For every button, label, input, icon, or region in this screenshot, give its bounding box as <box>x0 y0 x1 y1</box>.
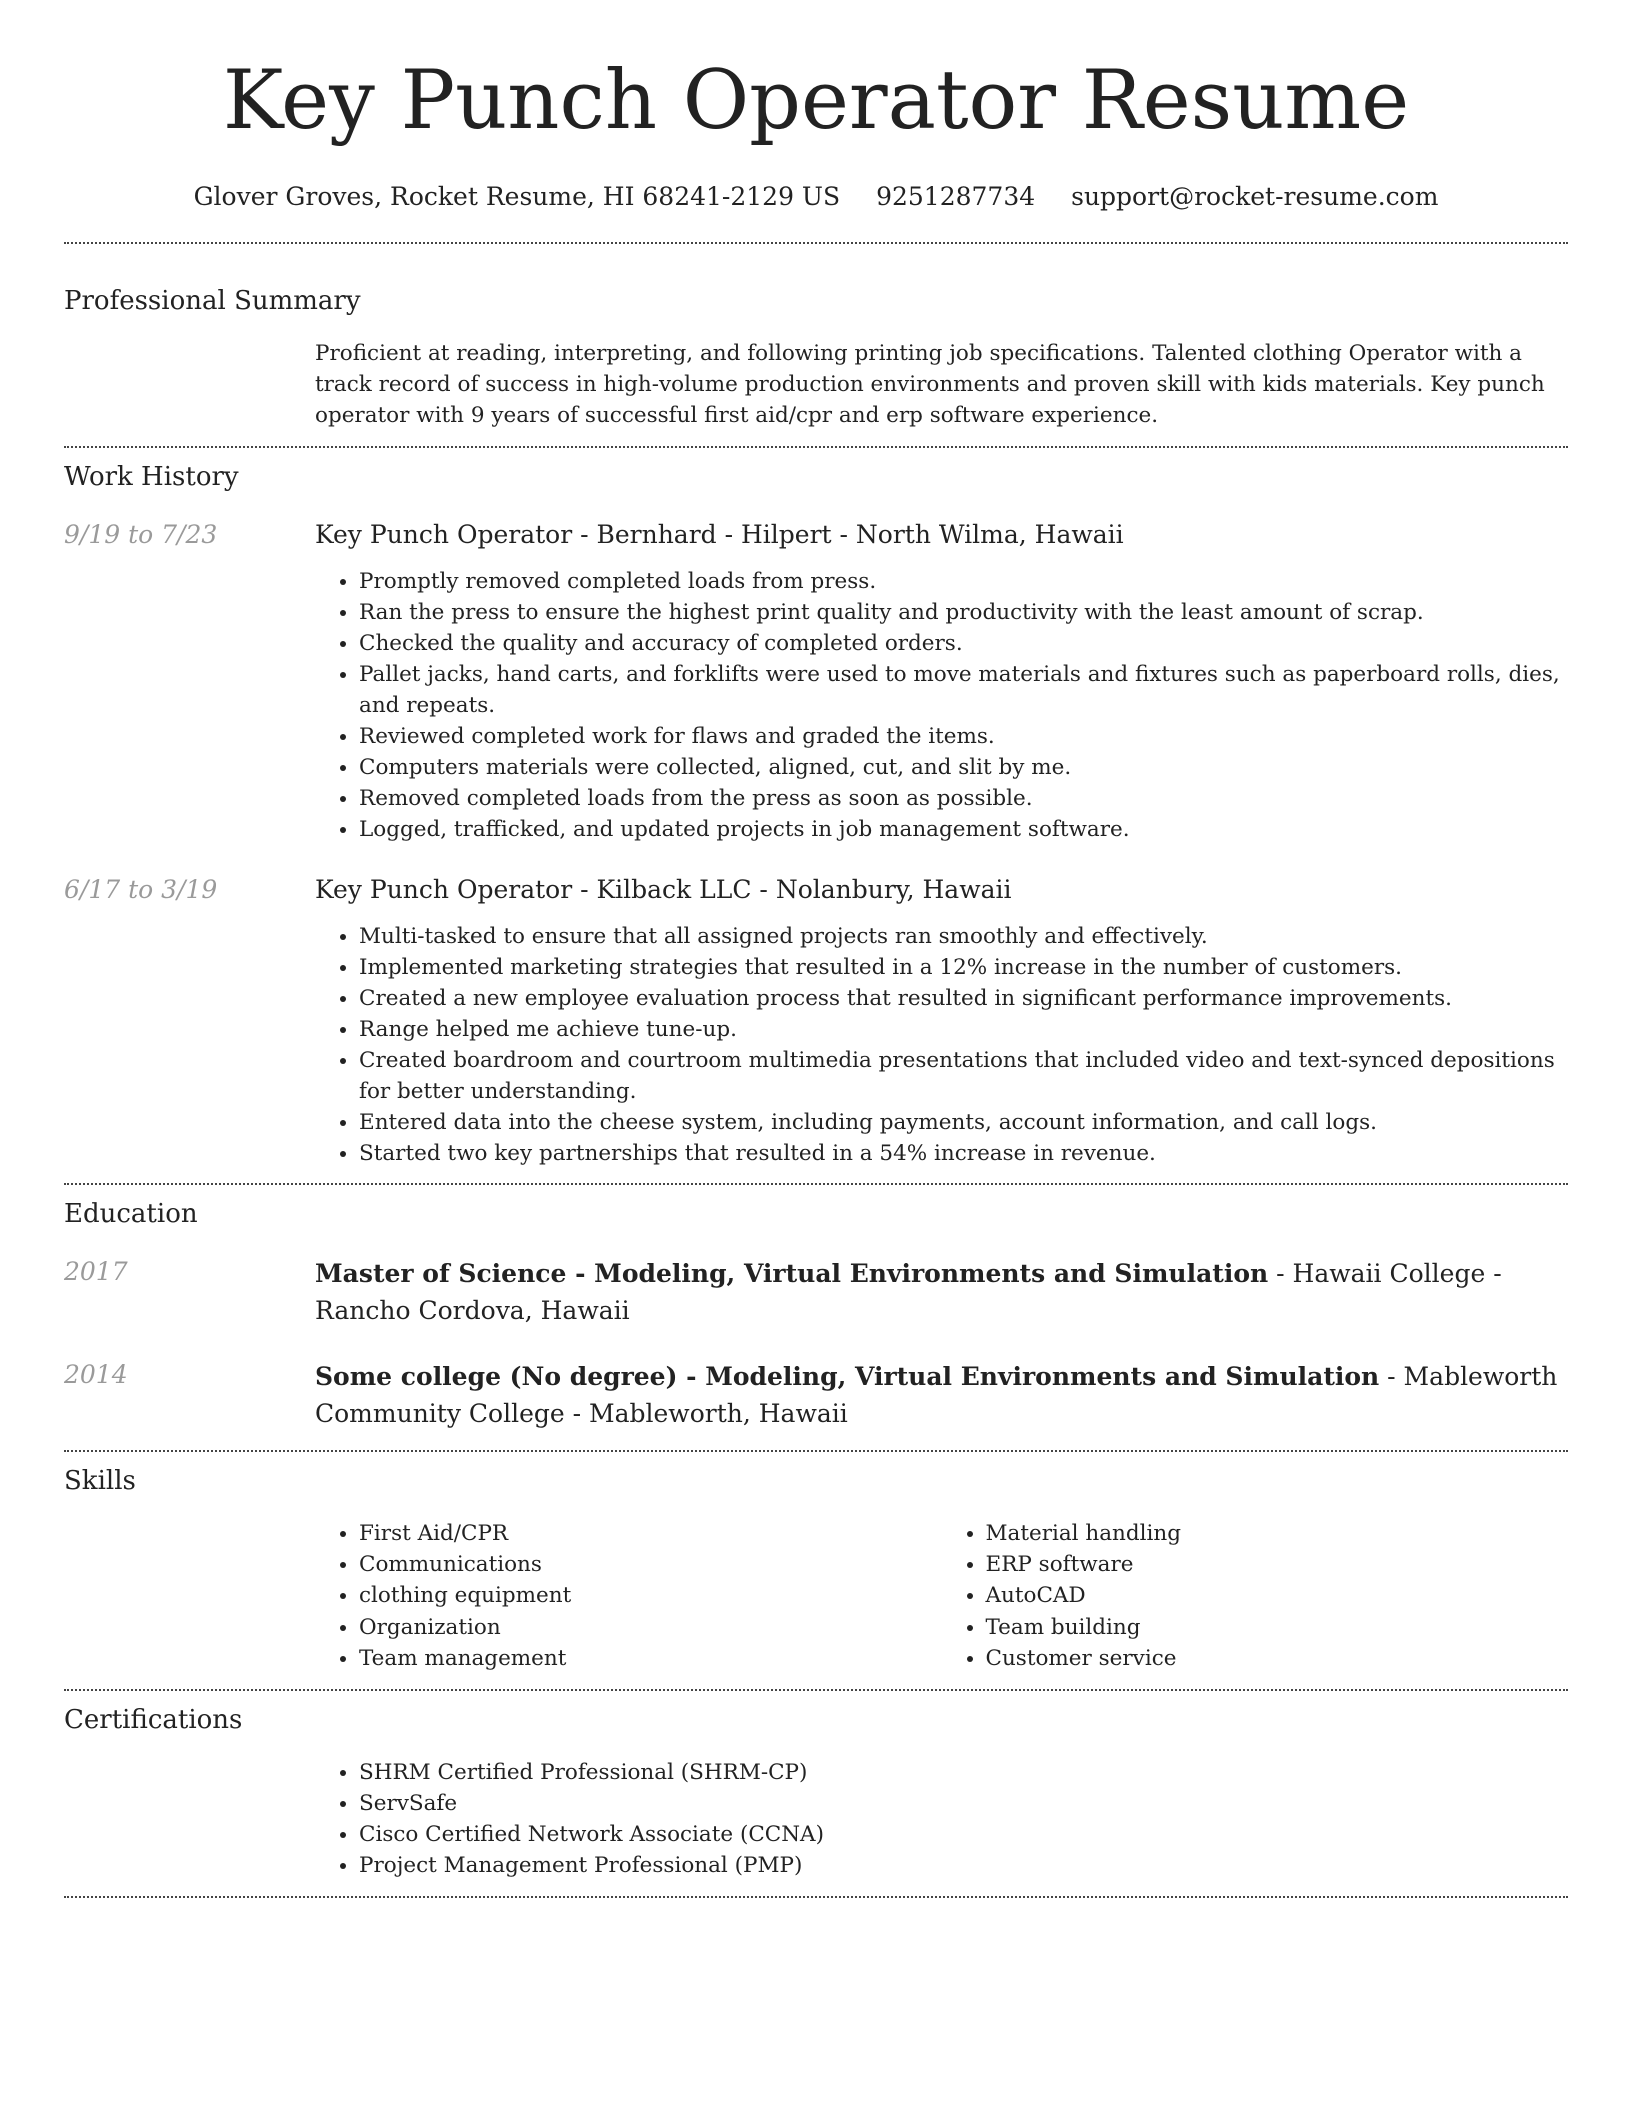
job-entry <box>64 873 1568 1169</box>
list-item: • Removed completed loads from the press as soon as possible. <box>359 783 1568 814</box>
section-heading: Skills <box>64 1466 136 1496</box>
skill-item: • Organization <box>359 1612 942 1643</box>
job-bullets <box>315 566 1568 845</box>
skill-item: • Team management <box>359 1643 942 1674</box>
summary-section <box>64 244 1568 431</box>
list-item: • Implemented marketing strategies that resulted in a 12% increase in the number of customers. <box>359 952 1568 983</box>
contact-line <box>64 180 1568 214</box>
job-dates: 6/17 to 3/19 <box>64 875 218 904</box>
education-entry <box>64 1358 1568 1432</box>
skills-section <box>64 1452 1568 1674</box>
skills-list-left <box>315 1518 942 1674</box>
section-heading: Work History <box>64 462 239 492</box>
list-item: • Computers materials were collected, aligned, cut, and slit by me. <box>359 752 1568 783</box>
contact-email: support@rocket-resume.com <box>1071 182 1439 211</box>
divider <box>64 1896 1568 1898</box>
skill-item: • Material handling <box>986 1518 1569 1549</box>
education-degree: Some college (No degree) - Modeling, Virtual Environments and Simulation <box>315 1362 1380 1391</box>
contact-phone: 9251287734 <box>876 182 1036 211</box>
job-dates: 9/19 to 7/23 <box>64 520 218 549</box>
skill-item: • clothing equipment <box>359 1580 942 1611</box>
list-item: • Promptly removed completed loads from press. <box>359 566 1568 597</box>
list-item: • Started two key partnerships that resulted in a 54% increase in revenue. <box>359 1138 1568 1169</box>
certification-item: • SHRM Certified Professional (SHRM-CP) <box>359 1757 1568 1788</box>
skill-item: • Communications <box>359 1549 942 1580</box>
certifications-section <box>64 1691 1568 1881</box>
job-entry <box>64 518 1568 845</box>
education-year: 2014 <box>64 1360 128 1389</box>
list-item: • Entered data into the cheese system, including payments, account information, and call logs. <box>359 1107 1568 1138</box>
section-heading: Professional Summary <box>64 286 361 316</box>
section-heading: Certifications <box>64 1705 243 1736</box>
skill-item: • Team building <box>986 1612 1569 1643</box>
list-item: • Multi-tasked to ensure that all assigned projects ran smoothly and effectively. <box>359 921 1568 952</box>
list-item: • Reviewed completed work for flaws and graded the items. <box>359 721 1568 752</box>
section-heading: Education <box>64 1199 198 1229</box>
certification-item: • ServSafe <box>359 1788 1568 1819</box>
education-school: - Hawaii College - Rancho Cordova, Hawaii <box>315 1259 1502 1325</box>
job-title: Key Punch Operator - Bernhard - Hilpert - North Wilma, Hawaii <box>315 520 1124 549</box>
list-item: • Created a new employee evaluation process that resulted in significant performance improvements. <box>359 983 1568 1014</box>
education-school: - Mableworth Community College - Mableworth, Hawaii <box>315 1362 1558 1428</box>
skill-item: • Customer service <box>986 1643 1569 1674</box>
skill-item: • First Aid/CPR <box>359 1518 942 1549</box>
certification-item: • Project Management Professional (PMP) <box>359 1850 1568 1881</box>
skill-item: • ERP software <box>986 1549 1569 1580</box>
list-item: • Logged, trafficked, and updated projects in job management software. <box>359 814 1568 845</box>
job-title: Key Punch Operator - Kilback LLC - Nolanbury, Hawaii <box>315 875 1012 904</box>
list-item: • Pallet jacks, hand carts, and forklifts were used to move materials and fixtures such as paperboard rolls, dies, and repeats. <box>359 659 1568 721</box>
education-section <box>64 1185 1568 1432</box>
list-item: • Created boardroom and courtroom multimedia presentations that included video and text-synced depositions for better understanding. <box>359 1045 1568 1107</box>
certifications-list <box>315 1757 1568 1881</box>
education-degree: Master of Science - Modeling, Virtual Environments and Simulation <box>315 1259 1269 1288</box>
list-item: • Ran the press to ensure the highest print quality and productivity with the least amount of scrap. <box>359 597 1568 628</box>
list-item: • Checked the quality and accuracy of completed orders. <box>359 628 1568 659</box>
work-section <box>64 448 1568 1169</box>
summary-text: Proficient at reading, interpreting, and following printing job specifications. Talented clothing Operator with a track record of success in high-volume production environments and proven skill with kids materials. Key punch operator with 9 years of successful first aid/cpr and erp software experience. <box>315 341 1545 428</box>
certification-item: • Cisco Certified Network Associate (CCNA) <box>359 1819 1568 1850</box>
contact-address: Glover Groves, Rocket Resume, HI 68241-2129 US <box>193 182 841 211</box>
page-title: Key Punch Operator Resume <box>222 54 1410 148</box>
education-entry <box>64 1255 1568 1329</box>
education-year: 2017 <box>64 1257 128 1286</box>
list-item: • Range helped me achieve tune-up. <box>359 1014 1568 1045</box>
skills-list-right <box>942 1518 1569 1674</box>
job-bullets <box>315 921 1568 1169</box>
skill-item: • AutoCAD <box>986 1580 1569 1611</box>
